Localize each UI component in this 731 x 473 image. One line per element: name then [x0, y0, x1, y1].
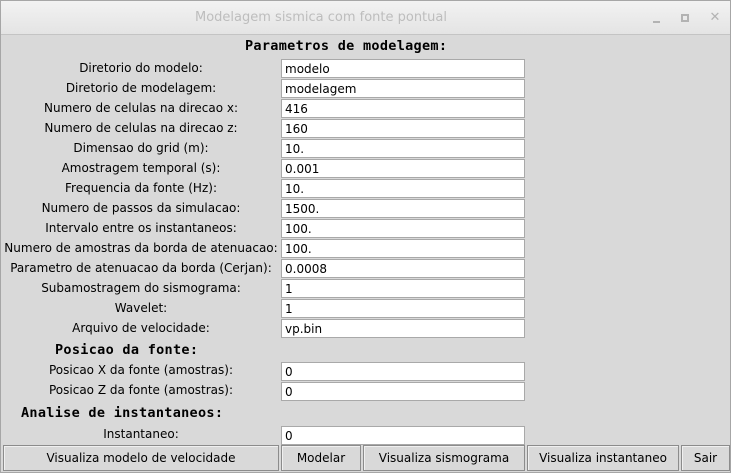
- param-label: Diretorio de modelagem:: [65, 81, 217, 95]
- source-x-input[interactable]: [281, 362, 525, 381]
- window-title: Modelagem sismica com fonte pontual: [195, 10, 447, 25]
- model-dir-input[interactable]: [281, 59, 525, 78]
- wavelet-input[interactable]: [281, 299, 525, 318]
- cerjan-param-input[interactable]: [281, 259, 525, 278]
- snapshot-input[interactable]: [281, 426, 525, 445]
- maximize-icon: [681, 14, 689, 22]
- param-label: Frequencia da fonte (Hz):: [65, 181, 217, 195]
- param-label: Diretorio do modelo:: [79, 61, 203, 75]
- snapshot-interval-input[interactable]: [281, 219, 525, 238]
- source-frequency-input[interactable]: [281, 179, 525, 198]
- param-label: Intervalo entre os instantaneos:: [45, 221, 237, 235]
- exit-button[interactable]: Sair: [681, 445, 730, 471]
- seismogram-subsampling-input[interactable]: [281, 279, 525, 298]
- close-button[interactable]: [707, 10, 723, 26]
- param-label: Parametro de atenuacao da borda (Cerjan):: [10, 261, 272, 275]
- velocity-file-input[interactable]: [281, 319, 525, 338]
- close-icon: ✕: [709, 10, 721, 25]
- param-label: Numero de celulas na direcao z:: [44, 121, 238, 135]
- minimize-button[interactable]: [649, 10, 665, 26]
- view-seismogram-button[interactable]: Visualiza sismograma: [363, 445, 525, 471]
- param-label: Arquivo de velocidade:: [72, 321, 210, 335]
- section-heading-source: Posicao da fonte:: [55, 342, 199, 358]
- view-velocity-button[interactable]: Visualiza modelo de velocidade: [3, 445, 279, 471]
- modeling-dir-input[interactable]: [281, 79, 525, 98]
- view-snapshot-button[interactable]: Visualiza instantaneo: [527, 445, 679, 471]
- param-label: Numero de passos da simulacao:: [41, 201, 241, 215]
- time-sampling-input[interactable]: [281, 159, 525, 178]
- border-samples-input[interactable]: [281, 239, 525, 258]
- param-label: Amostragem temporal (s):: [61, 161, 221, 175]
- param-label: Dimensao do grid (m):: [73, 141, 209, 155]
- grid-size-input[interactable]: [281, 139, 525, 158]
- source-z-input[interactable]: [281, 382, 525, 401]
- model-button[interactable]: Modelar: [281, 445, 361, 471]
- cells-z-input[interactable]: [281, 119, 525, 138]
- section-heading-snapshots: Analise de instantaneos:: [21, 405, 224, 421]
- param-label: Numero de celulas na direcao x:: [44, 101, 238, 115]
- param-label: Wavelet:: [114, 301, 168, 315]
- param-label: Instantaneo:: [103, 427, 179, 441]
- param-label: Posicao Z da fonte (amostras):: [48, 383, 234, 397]
- section-heading-params: Parametros de modelagem:: [245, 38, 448, 54]
- maximize-button[interactable]: [677, 10, 693, 26]
- minimize-icon: [653, 21, 660, 23]
- param-label: Posicao X da fonte (amostras):: [48, 363, 234, 377]
- param-label: Numero de amostras da borda de atenuacao:: [4, 241, 278, 255]
- cells-x-input[interactable]: [281, 99, 525, 118]
- title-bar[interactable]: [1, 1, 730, 35]
- simulation-steps-input[interactable]: [281, 199, 525, 218]
- param-label: Subamostragem do sismograma:: [41, 281, 241, 295]
